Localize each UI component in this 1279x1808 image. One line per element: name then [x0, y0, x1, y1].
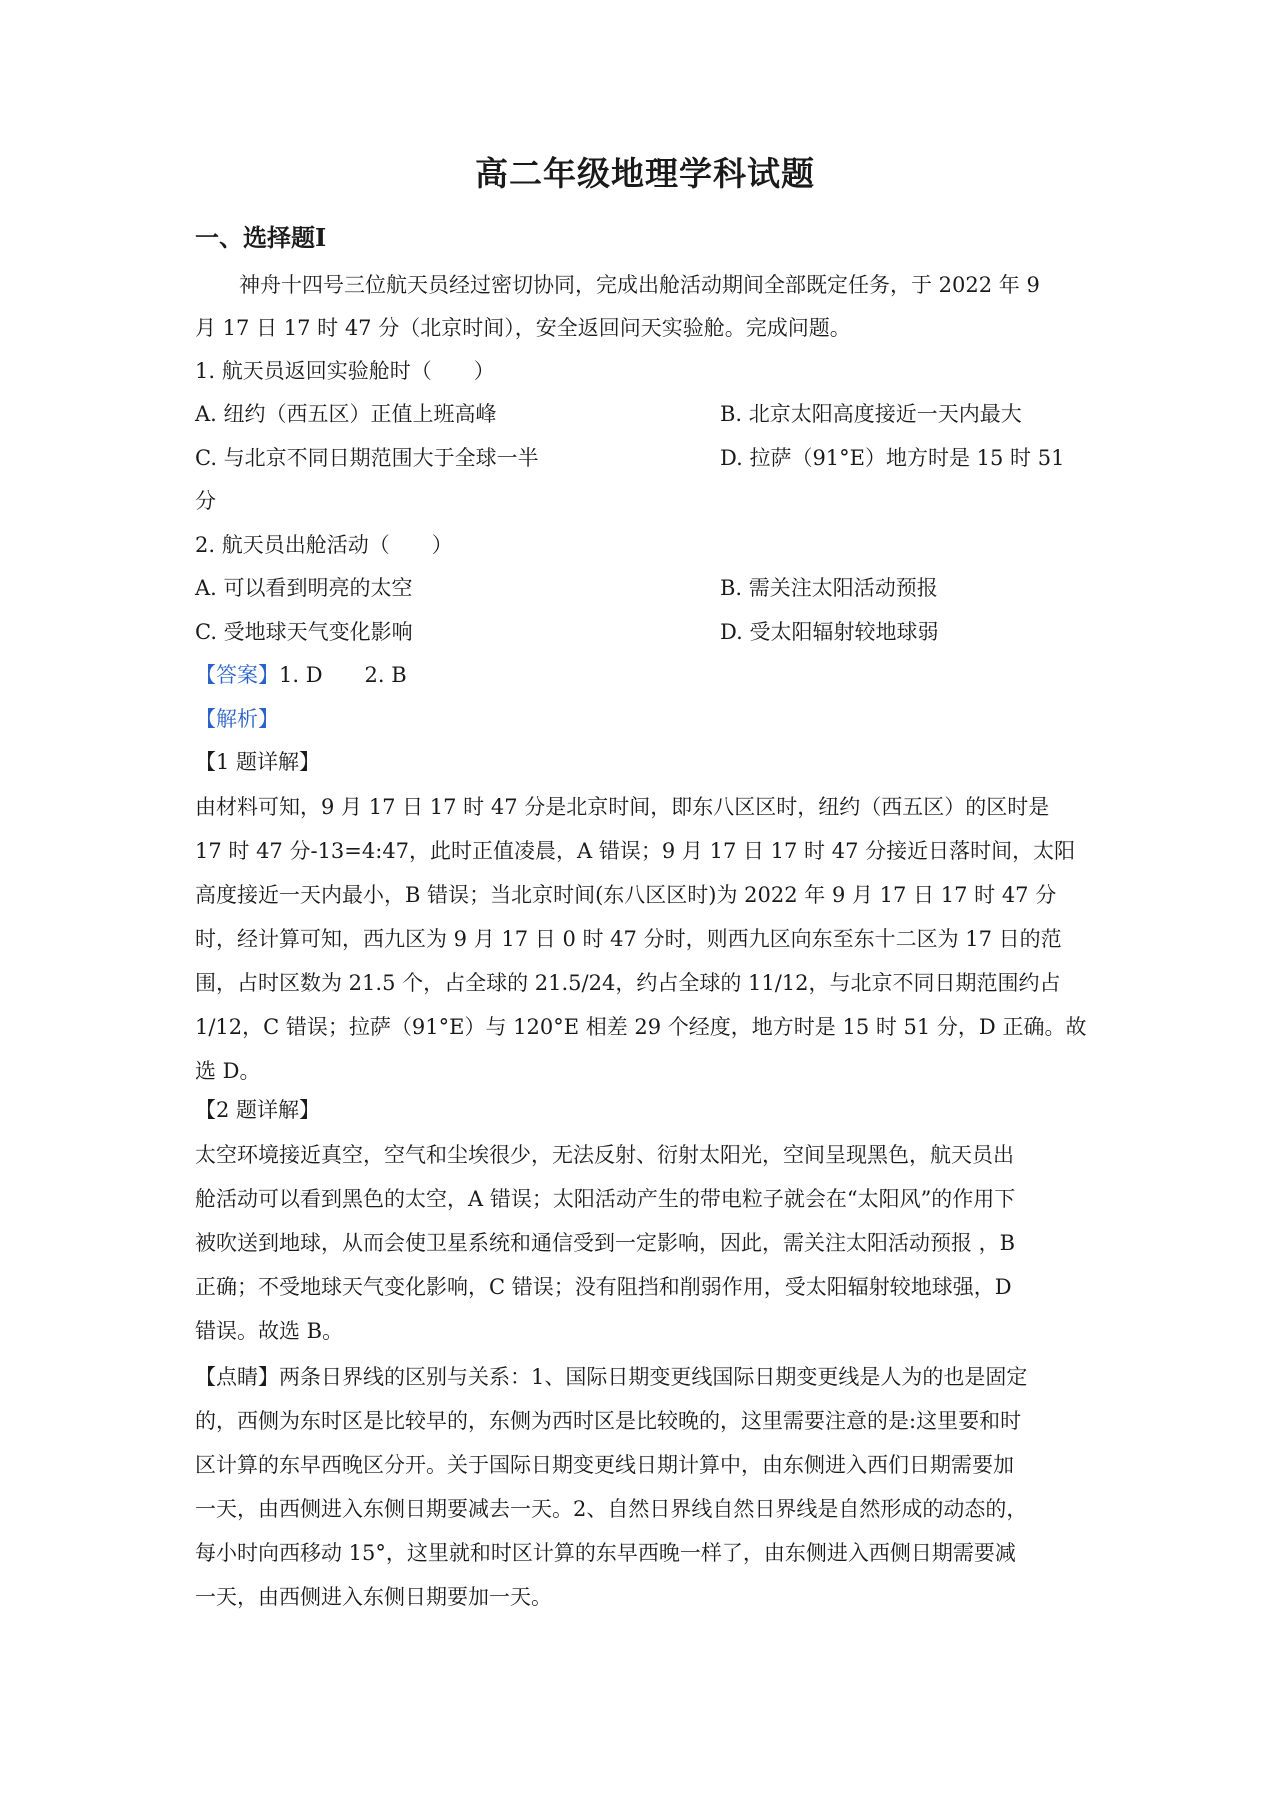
question-2-option-b: B. 需关注太阳活动预报 [720, 576, 938, 600]
tip-first-line-text: 两条日界线的区别与关系：1、国际日期变更线国际日期变更线是人为的也是固定 [279, 1365, 1028, 1389]
tip-line: 区计算的东早西晚区分开。关于国际日期变更线日期计算中，由东侧进入西们日期需要加 [195, 1453, 1014, 1477]
material-line-1: 神舟十四号三位航天员经过密切协同，完成出舱活动期间全部既定任务，于 2022 年 9 [239, 273, 1040, 297]
detail-2-line: 太空环境接近真空，空气和尘埃很少，无法反射、衍射太阳光，空间呈现黑色，航天员出 [195, 1143, 1014, 1167]
detail-2-line: 舱活动可以看到黑色的太空，A 错误；太阳活动产生的带电粒子就会在“太阳风”的作用下 [195, 1187, 1016, 1211]
detail-1-heading: 【1 题详解】 [195, 750, 321, 774]
question-1-option-c: C. 与北京不同日期范围大于全球一半 [195, 446, 539, 470]
detail-1-line: 由材料可知，9 月 17 日 17 时 47 分是北京时间，即东八区区时，纽约（西五区）的区时是 [195, 795, 1050, 819]
tip-line: 一天，由西侧进入东侧日期要减去一天。2、自然日界线自然日界线是自然形成的动态的， [195, 1497, 1028, 1521]
question-1-option-d-continued: 分 [195, 489, 216, 513]
question-2-stem: 2. 航天员出舱活动（ ） [195, 533, 453, 557]
detail-1-line: 1/12，C 错误；拉萨（91°E）与 120°E 相差 29 个经度，地方时是 15 时 51 分，D 正确。故 [195, 1015, 1087, 1039]
detail-1-line: 围，占时区数为 21.5 个，占全球的 21.5/24，约占全球的 11/12，与北京不同日期范围约占 [195, 971, 1061, 995]
detail-1-line: 选 D。 [195, 1059, 261, 1083]
detail-2-line: 错误。故选 B。 [195, 1319, 344, 1343]
tip-line: 一天，由西侧进入东侧日期要加一天。 [195, 1585, 552, 1609]
page-title: 高二年级地理学科试题 [475, 154, 815, 193]
question-2-option-d: D. 受太阳辐射较地球弱 [720, 620, 939, 644]
question-1-option-a: A. 纽约（西五区）正值上班高峰 [195, 402, 497, 426]
question-2-option-a: A. 可以看到明亮的太空 [195, 576, 413, 600]
material-line-2: 月 17 日 17 时 47 分（北京时间），安全返回问天实验舱。完成问题。 [195, 316, 851, 340]
detail-1-line: 高度接近一天内最小，B 错误；当北京时间(东八区区时)为 2022 年 9 月 17 日 17 时 47 分 [195, 883, 1057, 907]
tip-first-line [195, 1355, 1095, 1399]
question-1-option-d: D. 拉萨（91°E）地方时是 15 时 51 [720, 446, 1065, 470]
answer-text: 1. D 2. B [279, 663, 407, 687]
answer-tag: 【答案】 [195, 663, 279, 687]
detail-1-line: 17 时 47 分-13=4:47，此时正值凌晨，A 错误；9 月 17 日 17 时 47 分接近日落时间，太阳 [195, 839, 1076, 863]
detail-1-paragraph [195, 785, 1095, 1093]
detail-1-line: 时，经计算可知，西九区为 9 月 17 日 0 时 47 分时，则西九区向东至东十二区为 17 日的范 [195, 927, 1062, 951]
tip-line: 每小时向西移动 15°，这里就和时区计算的东早西晚一样了，由东侧进入西侧日期需要减 [195, 1541, 1016, 1565]
tip-line: 的，西侧为东时区是比较早的，东侧为西时区是比较晚的，这里需要注意的是:这里要和时 [195, 1409, 1022, 1433]
section-heading: 一、选择题Ⅰ [195, 223, 327, 252]
question-1-stem: 1. 航天员返回实验舱时（ ） [195, 359, 495, 383]
detail-2-line: 被吹送到地球，从而会使卫星系统和通信受到一定影响，因此，需关注太阳活动预报 ，B [195, 1231, 1016, 1255]
detail-2-paragraph [195, 1133, 1095, 1353]
detail-2-heading: 【2 题详解】 [195, 1098, 321, 1122]
question-1-option-b: B. 北京太阳高度接近一天内最大 [720, 402, 1022, 426]
question-2-option-c: C. 受地球天气变化影响 [195, 620, 413, 644]
tip-paragraph [195, 1355, 1095, 1619]
analysis-tag: 【解析】 [195, 707, 279, 731]
tip-tag: 【点睛】 [195, 1365, 279, 1389]
answer-line [195, 660, 1095, 690]
detail-2-line: 正确；不受地球天气变化影响，C 错误；没有阻挡和削弱作用，受太阳辐射较地球强，D [195, 1275, 1012, 1299]
